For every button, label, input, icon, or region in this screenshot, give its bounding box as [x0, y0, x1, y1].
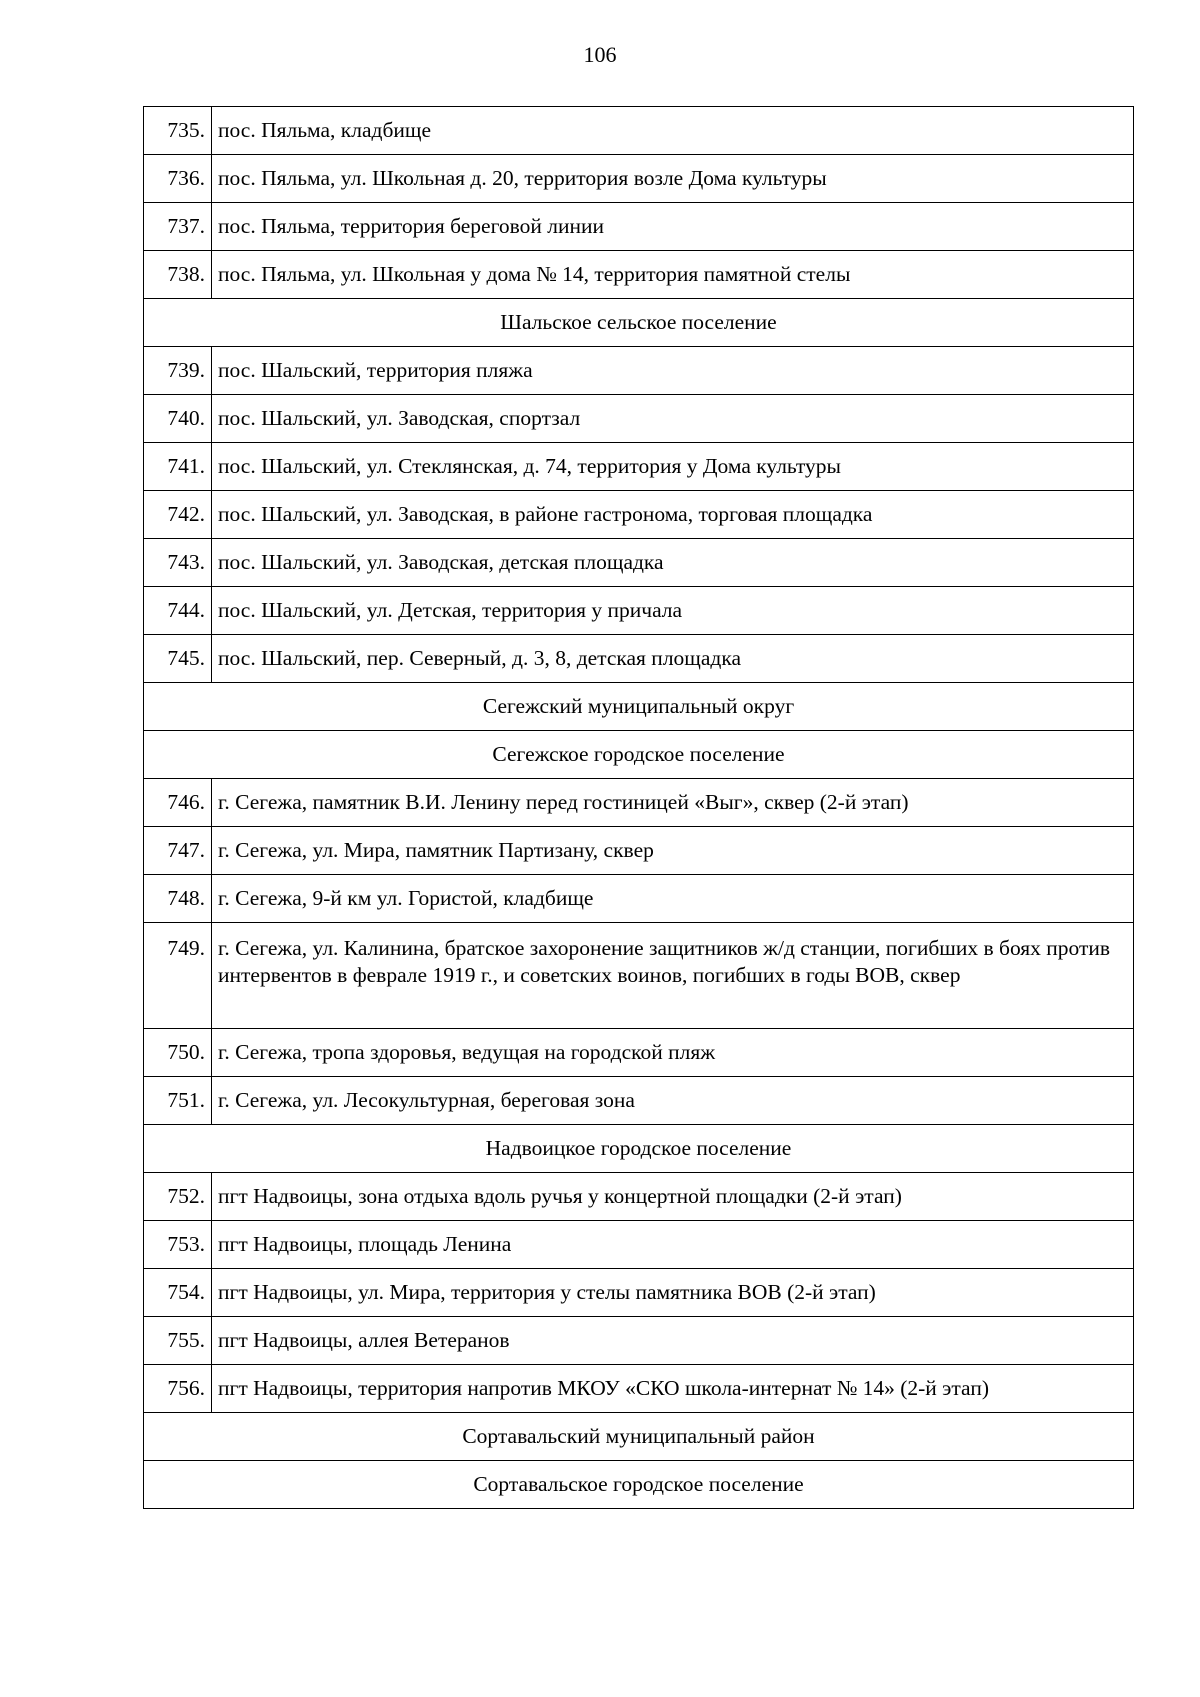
row-location: г. Сегежа, ул. Лесокультурная, береговая зона — [212, 1077, 1134, 1125]
table-row — [144, 1221, 1134, 1269]
section-heading: Сегежский муниципальный округ — [144, 683, 1134, 731]
row-location: г. Сегежа, 9-й км ул. Гористой, кладбище — [212, 875, 1134, 923]
table-row — [144, 1173, 1134, 1221]
row-location: пос. Пяльма, кладбище — [212, 107, 1134, 155]
row-number: 737. — [144, 203, 212, 251]
row-location: пгт Надвоицы, зона отдыха вдоль ручья у концертной площадки (2-й этап) — [212, 1173, 1134, 1221]
row-location: пос. Пяльма, территория береговой линии — [212, 203, 1134, 251]
row-location: пос. Шальский, ул. Заводская, в районе гастронома, торговая площадка — [212, 491, 1134, 539]
table-row — [144, 203, 1134, 251]
section-row — [144, 1413, 1134, 1461]
row-location: г. Сегежа, памятник В.И. Ленину перед гостиницей «Выг», сквер (2-й этап) — [212, 779, 1134, 827]
row-location: пос. Шальский, ул. Заводская, детская площадка — [212, 539, 1134, 587]
section-row — [144, 299, 1134, 347]
row-location: пос. Шальский, пер. Северный, д. 3, 8, детская площадка — [212, 635, 1134, 683]
section-row — [144, 731, 1134, 779]
row-location: пгт Надвоицы, ул. Мира, территория у стелы памятника ВОВ (2-й этап) — [212, 1269, 1134, 1317]
locations-table-body — [144, 107, 1134, 1509]
table-row — [144, 1317, 1134, 1365]
table-row — [144, 1077, 1134, 1125]
table-row — [144, 107, 1134, 155]
section-heading: Сортавальский муниципальный район — [144, 1413, 1134, 1461]
row-number: 748. — [144, 875, 212, 923]
row-number: 744. — [144, 587, 212, 635]
table-row — [144, 1029, 1134, 1077]
table-row — [144, 1365, 1134, 1413]
row-location: пгт Надвоицы, площадь Ленина — [212, 1221, 1134, 1269]
row-number: 752. — [144, 1173, 212, 1221]
row-number: 751. — [144, 1077, 212, 1125]
row-location: пгт Надвоицы, территория напротив МКОУ «СКО школа-интернат № 14» (2-й этап) — [212, 1365, 1134, 1413]
table-row — [144, 395, 1134, 443]
row-location: г. Сегежа, ул. Мира, памятник Партизану, сквер — [212, 827, 1134, 875]
table-row — [144, 923, 1134, 1029]
row-location: г. Сегежа, ул. Калинина, братское захоронение защитников ж/д станции, погибших в боях против интервентов в феврале 1919 г., и советских воинов, погибших в годы ВОВ, сквер — [212, 923, 1134, 1029]
row-number: 756. — [144, 1365, 212, 1413]
row-location: пос. Пяльма, ул. Школьная д. 20, территория возле Дома культуры — [212, 155, 1134, 203]
row-number: 741. — [144, 443, 212, 491]
row-number: 750. — [144, 1029, 212, 1077]
table-row — [144, 443, 1134, 491]
section-heading: Надвоицкое городское поселение — [144, 1125, 1134, 1173]
row-location: пос. Пяльма, ул. Школьная у дома № 14, территория памятной стелы — [212, 251, 1134, 299]
table-row — [144, 251, 1134, 299]
row-number: 742. — [144, 491, 212, 539]
row-location: пос. Шальский, ул. Детская, территория у причала — [212, 587, 1134, 635]
row-number: 753. — [144, 1221, 212, 1269]
table-row — [144, 539, 1134, 587]
row-number: 746. — [144, 779, 212, 827]
row-number: 755. — [144, 1317, 212, 1365]
table-row — [144, 635, 1134, 683]
row-number: 735. — [144, 107, 212, 155]
section-row — [144, 1125, 1134, 1173]
section-row — [144, 1461, 1134, 1509]
row-number: 736. — [144, 155, 212, 203]
section-row — [144, 683, 1134, 731]
row-number: 754. — [144, 1269, 212, 1317]
table-row — [144, 491, 1134, 539]
row-location: пос. Шальский, территория пляжа — [212, 347, 1134, 395]
row-location: пос. Шальский, ул. Стеклянская, д. 74, территория у Дома культуры — [212, 443, 1134, 491]
row-location: г. Сегежа, тропа здоровья, ведущая на городской пляж — [212, 1029, 1134, 1077]
table-row — [144, 827, 1134, 875]
row-number: 743. — [144, 539, 212, 587]
table-row — [144, 875, 1134, 923]
table-row — [144, 155, 1134, 203]
row-number: 745. — [144, 635, 212, 683]
section-heading: Сегежское городское поселение — [144, 731, 1134, 779]
row-location: пгт Надвоицы, аллея Ветеранов — [212, 1317, 1134, 1365]
row-number: 738. — [144, 251, 212, 299]
locations-table — [143, 106, 1134, 1509]
section-heading: Шальское сельское поселение — [144, 299, 1134, 347]
table-row — [144, 779, 1134, 827]
row-number: 740. — [144, 395, 212, 443]
table-row — [144, 347, 1134, 395]
row-number: 739. — [144, 347, 212, 395]
section-heading: Сортавальское городское поселение — [144, 1461, 1134, 1509]
page-number: 106 — [583, 42, 617, 67]
row-number: 749. — [144, 923, 212, 1029]
table-row — [144, 587, 1134, 635]
row-location: пос. Шальский, ул. Заводская, спортзал — [212, 395, 1134, 443]
table-row — [144, 1269, 1134, 1317]
row-number: 747. — [144, 827, 212, 875]
